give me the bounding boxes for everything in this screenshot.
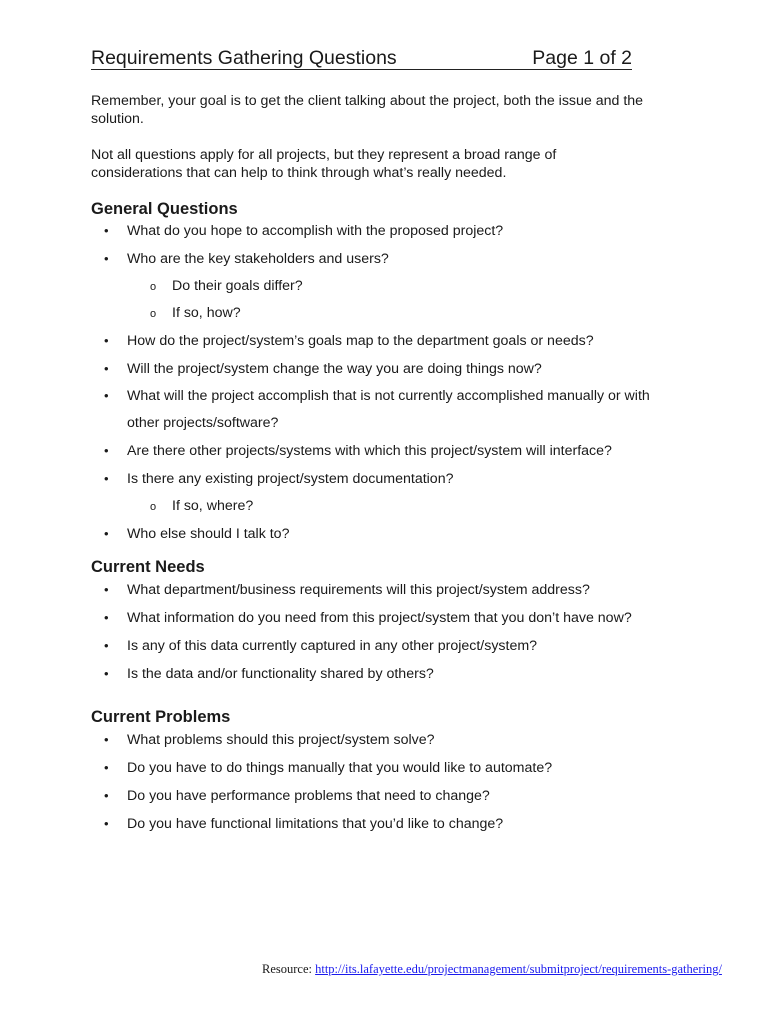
question-text: Is any of this data currently captured in any other project/system?	[127, 638, 538, 654]
intro-paragraph-1: Remember, your goal is to get the client talking about the project, both the issue and the solution.	[91, 93, 644, 127]
question-text: If so, where?	[172, 498, 254, 514]
sub-bullet-icon: o	[150, 281, 157, 293]
question-text: Who else should I talk to?	[127, 526, 290, 542]
sub-bullet-icon: o	[150, 501, 157, 513]
question-text: What information do you need from this project/system that you don’t have now?	[127, 610, 632, 626]
bullet-icon: •	[104, 610, 109, 625]
bullet-icon: •	[104, 443, 109, 458]
question-text: Who are the key stakeholders and users?	[127, 251, 389, 267]
document-title: Requirements Gathering Questions	[91, 47, 397, 69]
question-text: Is the data and/or functionality shared by others?	[127, 666, 434, 682]
section-heading-current-needs: Current Needs	[91, 558, 205, 576]
bullet-icon: •	[104, 638, 109, 653]
bullet-icon: •	[104, 223, 109, 238]
question-text: Do you have to do things manually that you would like to automate?	[127, 760, 553, 776]
question-text: Is there any existing project/system documentation?	[127, 471, 454, 487]
bullet-icon: •	[104, 526, 109, 541]
bullet-icon: •	[104, 816, 109, 831]
intro-paragraph-2: Not all questions apply for all projects, but they represent a broad range of considerations that can help to think through what’s really needed.	[91, 147, 557, 181]
bullet-icon: •	[104, 760, 109, 775]
question-text: How do the project/system’s goals map to the department goals or needs?	[127, 333, 594, 349]
sub-bullet-icon: o	[150, 308, 157, 320]
resource-link[interactable]: http://its.lafayette.edu/projectmanagement/submitproject/requirements-gathering/	[315, 962, 722, 976]
section-heading-general-questions: General Questions	[91, 200, 238, 218]
resource-label: Resource:	[262, 962, 312, 976]
page-number: Page 1 of 2	[532, 47, 632, 69]
question-text: What problems should this project/system solve?	[127, 732, 435, 748]
bullet-icon: •	[104, 666, 109, 681]
question-text: Do you have functional limitations that you’d like to change?	[127, 816, 504, 832]
question-text: What department/business requirements will this project/system address?	[127, 582, 590, 598]
question-text: Do their goals differ?	[172, 278, 303, 294]
bullet-icon: •	[104, 388, 109, 403]
question-text: What will the project accomplish that is not currently accomplished manually or with other projects/software?	[127, 388, 650, 431]
bullet-icon: •	[104, 361, 109, 376]
bullet-icon: •	[104, 788, 109, 803]
section-heading-current-problems: Current Problems	[91, 708, 231, 726]
bullet-icon: •	[104, 582, 109, 597]
bullet-icon: •	[104, 251, 109, 266]
bullet-icon: •	[104, 471, 109, 486]
question-text: If so, how?	[172, 305, 241, 321]
bullet-icon: •	[104, 732, 109, 747]
question-text: Do you have performance problems that need to change?	[127, 788, 490, 804]
page-header	[91, 47, 632, 70]
resource-footer	[262, 962, 722, 977]
question-text: Will the project/system change the way you are doing things now?	[127, 361, 542, 377]
bullet-icon: •	[104, 333, 109, 348]
question-text: What do you hope to accomplish with the proposed project?	[127, 223, 504, 239]
question-text: Are there other projects/systems with which this project/system will interface?	[127, 443, 612, 459]
